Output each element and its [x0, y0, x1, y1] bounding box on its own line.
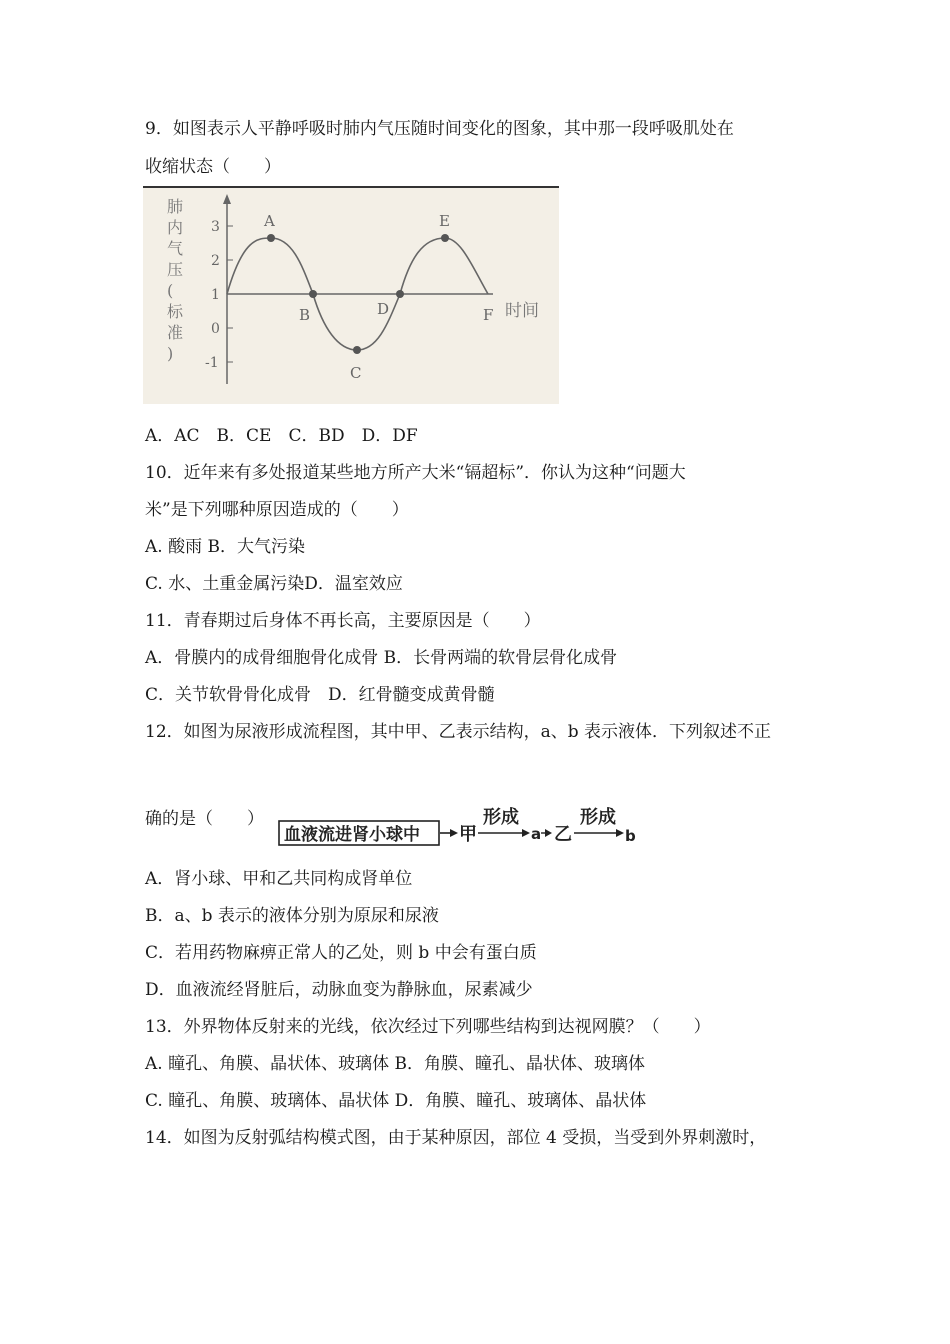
point-e-label: E — [439, 212, 450, 230]
flow-box-text: 血液流进肾小球中 — [284, 825, 420, 845]
y-tick-label: 1 — [211, 287, 220, 303]
q12-option-b: B．a、b 表示的液体分别为原尿和尿液 — [145, 906, 439, 926]
point-d-marker — [396, 290, 404, 298]
point-a-label: A — [264, 212, 275, 230]
point-a-marker — [267, 234, 275, 242]
flow-jia: 甲 — [459, 824, 477, 845]
flow-b: b — [625, 827, 636, 845]
q12-option-a: A．肾小球、甲和乙共同构成肾单位 — [145, 869, 413, 889]
q9-chart-ylabel: 肺内气压(标准) — [167, 197, 184, 363]
q9-options: A．AC B．CE C．BD D．DF — [145, 426, 418, 446]
flow-arrowhead-1 — [450, 829, 458, 837]
q9-chart-xlabel: 时间 — [505, 301, 539, 321]
flow-arrowhead-4 — [616, 829, 624, 837]
y-tick-label: 2 — [211, 253, 220, 269]
q13-stem: 13．外界物体反射来的光线，依次经过下列哪些结构到达视网膜？（ ） — [145, 1017, 711, 1037]
y-tick-label: 3 — [211, 219, 220, 235]
q12-stem-line2: 确的是（ ） — [145, 809, 264, 829]
point-c-marker — [353, 346, 361, 354]
flow-yi: 乙 — [554, 824, 572, 845]
q12-option-d: D．血液流经肾脏后，动脉血变为静脉血，尿素减少 — [145, 980, 533, 1000]
y-tick-label: 0 — [211, 321, 220, 337]
q14-stem: 14．如图为反射弧结构模式图，由于某种原因，部位 4 受损，当受到外界刺激时， — [145, 1128, 767, 1148]
q10-options-ab: A. 酸雨 B．大气污染 — [145, 537, 305, 557]
point-e-marker — [441, 234, 449, 242]
point-d-label: D — [377, 300, 390, 318]
point-c-label: C — [350, 364, 362, 382]
point-b-label: B — [299, 306, 311, 324]
q13-options-ab: A. 瞳孔、角膜、晶状体、玻璃体 B．角膜、瞳孔、晶状体、玻璃体 — [145, 1054, 645, 1074]
q12-flow-diagram — [278, 803, 638, 849]
flow-arrowhead-3 — [545, 829, 552, 837]
q11-stem: 11．青春期过后身体不再长高，主要原因是（ ） — [145, 611, 541, 631]
point-f-label: F — [483, 306, 494, 324]
q12-stem-line1: 12．如图为尿液形成流程图，其中甲、乙表示结构，a、b 表示液体．下列叙述不正 — [145, 722, 772, 742]
q11-options-ab: A．骨膜内的成骨细胞骨化成骨 B．长骨两端的软骨层骨化成骨 — [145, 648, 618, 668]
q9-pressure-chart — [143, 186, 559, 404]
point-b-marker — [309, 290, 317, 298]
q13-options-cd: C. 瞳孔、角膜、玻璃体、晶状体 D．角膜、瞳孔、玻璃体、晶状体 — [145, 1091, 647, 1111]
flow-form2: 形成 — [580, 807, 616, 828]
q10-stem-line2: 米”是下列哪种原因造成的（ ） — [145, 500, 409, 520]
y-tick-label: -1 — [205, 355, 219, 371]
flow-a: a — [531, 825, 542, 843]
q9-stem-line2: 收缩状态（ ） — [145, 157, 281, 177]
q9-stem-line1: 9．如图表示人平静呼吸时肺内气压随时间变化的图象，其中那一段呼吸肌处在 — [145, 119, 734, 139]
q10-stem-line1: 10．近年来有多处报道某些地方所产大米“镉超标”．你认为这种“问题大 — [145, 463, 686, 483]
flow-arrowhead-2 — [522, 829, 530, 837]
q11-options-cd: C．关节软骨骨化成骨 D．红骨髓变成黄骨髓 — [145, 685, 495, 705]
flow-form1: 形成 — [483, 807, 519, 828]
q10-options-cd: C. 水、土重金属污染D．温室效应 — [145, 574, 403, 594]
q9-chart-y-arrow — [223, 194, 231, 204]
q12-option-c: C．若用药物麻痹正常人的乙处，则 b 中会有蛋白质 — [145, 943, 537, 963]
